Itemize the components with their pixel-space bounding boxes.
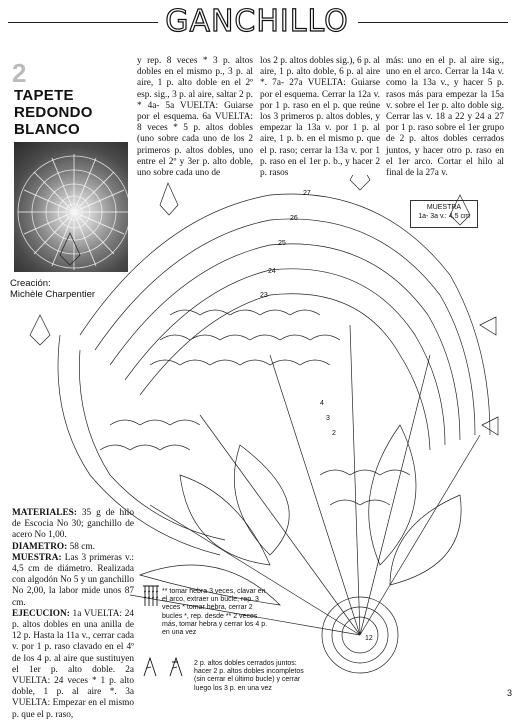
instructions-column-3: más: uno en el p. al aire sig., uno en el arco. Cerrar la 14a v. como la 13a v., y hacer 5 p. rasos más para empezar la 15a v. sobre el 1er p. alto doble sig. Cerrar las v. 18 a 22 y 24 a 27 por 1 p. raso sobre el 1er grupo de 2 p. altos dobles cerrados juntos, y hacer otro p. raso en el 1er arco. Cortar el hilo al final de la 27a v. xyxy=(386,56,504,179)
round-label-27: 27 xyxy=(303,190,311,197)
execution-paragraph xyxy=(12,609,134,721)
materials-text: 35 g de hilo de Escocia No 30; ganchillo de acero No 1,00. xyxy=(12,508,134,541)
credit-label: Creación: xyxy=(10,278,51,289)
page-number: 3 xyxy=(506,688,512,698)
legend-cluster-text: ** tomar hebra 3 veces, clavar en el arco, extraer un bucle, rep. 3 veces * tomar hebra, cerrar 2 bucles *, rep. desde ** 2 veces más, tomar hebra y cerrar los 4 p. en una vez xyxy=(162,588,268,637)
instructions-column-1: y rep. 8 veces * 3 p. altos dobles en el mismo p., 3 p. al aire, 1 p. alto doble en el 2º esp. sig., 3 p. al aire, saltar 2 p. * 4a- 5a VUELTA: Guiarse por el esquema. 6a VUELTA: 8 veces * 5 p. altos dobles (uno sobre cada uno de los 2 primeros p. altos dobles, uno entre el 2º y 3er p. alto doble, uno sobre cada uno de xyxy=(137,56,253,179)
sample-box-text: 1a- 3a v.: 4,5 cm xyxy=(418,213,470,220)
diameter-paragraph xyxy=(12,542,134,553)
cluster-stitch-symbol-icon xyxy=(140,582,162,610)
header-rule-right xyxy=(358,22,508,23)
materials-paragraph xyxy=(12,508,134,542)
legend-decrease-text: 2 p. altos dobles cerrados juntos: hacer 2 p. altos dobles incompletos (sin cerrar el último bucle) y cerrar luego los 3 p. en una vez xyxy=(194,660,304,692)
diameter-label: DIAMETRO: xyxy=(12,541,68,552)
sample-box-title: MUESTRA xyxy=(426,204,462,211)
credit-name: Michèle Charpentier xyxy=(10,289,96,300)
gauge-text: Las 3 primeras v.: 4,5 cm de diámetro. Realizada con algodón No 5 y un ganchillo No 2,00, la labor mide unos 87 cm. xyxy=(12,552,134,608)
round-label-23: 23 xyxy=(260,292,268,299)
round-label-24: 24 xyxy=(268,268,276,275)
gauge-label: MUESTRA: xyxy=(12,552,62,563)
round-label-4: 4 xyxy=(320,400,324,407)
round-label-12: 12 xyxy=(365,635,373,642)
header-rule-left xyxy=(8,22,158,23)
execution-label: EJECUCION: xyxy=(12,608,70,619)
pattern-number: 2 xyxy=(12,58,27,88)
materials-section xyxy=(12,508,134,721)
materials-label: MATERIALES: xyxy=(12,508,77,518)
round-label-26: 26 xyxy=(290,215,298,222)
round-label-2: 2 xyxy=(332,430,336,437)
diameter-text: 58 cm. xyxy=(67,541,95,552)
gauge-paragraph xyxy=(12,553,134,609)
pattern-title-line-2: REDONDO xyxy=(14,104,93,121)
round-label-25: 25 xyxy=(278,240,286,247)
pattern-title-line-1: TAPETE xyxy=(14,87,74,104)
round-label-3: 3 xyxy=(326,415,330,422)
pattern-title-line-3: BLANCO xyxy=(14,121,80,138)
decrease-stitch-symbol-icon xyxy=(140,654,192,678)
execution-text: 1a VUELTA: 24 p. altos dobles en una anilla de 12 p. Hasta la 11a v., cerrar cada v. por 1 p. raso clavado en el 4º de los 4 p. al aire que sustituyen el 1er p. alto doble. 2a VUELTA: 24 veces * 1 p. alto doble, 1 p. al aire *. 3a VUELTA: Empezar en el mismo p. que el p. raso, xyxy=(12,608,134,720)
instructions-column-2: los 2 p. altos dobles sig.), 6 p. al aire, 1 p. alto doble, 6 p. al aire *. 7a- 27a VUELTA: Guiarse por el esquema. Cerrar la 12a v. por 1 p. raso en el p. que reúne los 3 primeros p. altos dobles, y empezar la 13a v. por 1 p. al aire, 1 p. b. en el mismo p. que el p. raso; cerrar la 13a v. por 1 p. raso en el 1er p. b., y hacer 2 p. rasos xyxy=(260,56,380,179)
page-header-title: GANCHILLO xyxy=(165,4,349,39)
